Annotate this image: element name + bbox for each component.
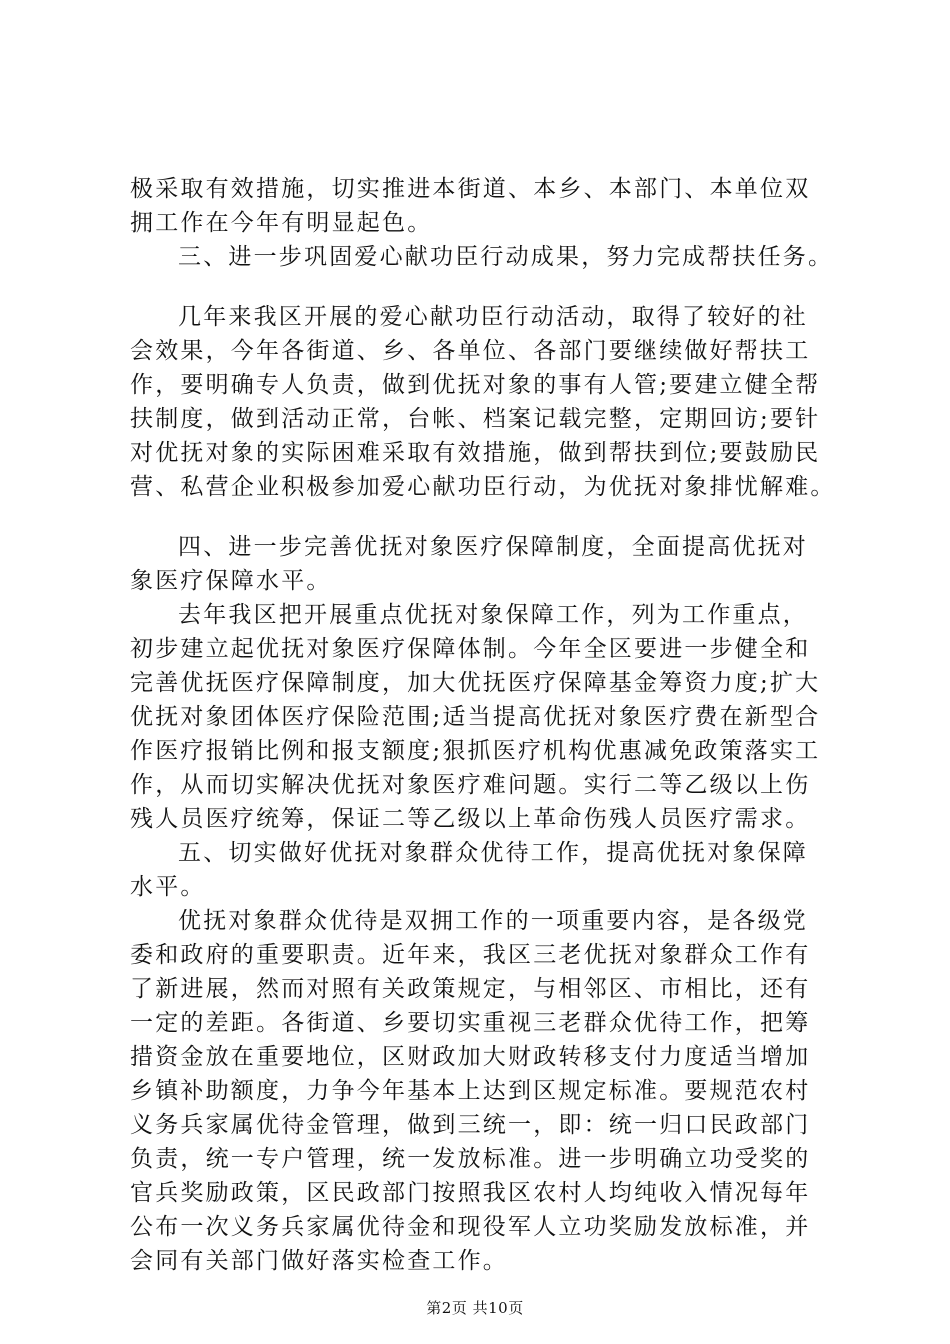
section-heading-continued: 水平。 — [130, 874, 206, 900]
text-line: 完善优抚医疗保障制度，加大优抚医疗保障基金筹资力度;扩大 — [130, 670, 821, 696]
text-line: 作，从而切实解决优抚对象医疗难问题。实行二等乙级以上伤 — [130, 772, 811, 798]
text-line: 几年来我区开展的爱心献功臣行动活动，取得了较好的社 — [178, 304, 808, 330]
text-line: 措资金放在重要地位，区财政加大财政转移支付力度适当增加 — [130, 1044, 811, 1070]
text-line: 扶制度，做到活动正常，台帐、档案记载完整，定期回访;要针 — [130, 406, 821, 432]
text-line: 作，要明确专人负责，做到优抚对象的事有人管;要建立健全帮 — [130, 372, 821, 398]
section-heading-continued: 象医疗保障水平。 — [130, 568, 332, 594]
text-line: 委和政府的重要职责。近年来，我区三老优抚对象群众工作有 — [130, 942, 811, 968]
text-line: 去年我区把开展重点优抚对象保障工作，列为工作重点， — [178, 602, 808, 628]
text-line: 初步建立起优抚对象医疗保障体制。今年全区要进一步健全和 — [130, 636, 811, 662]
text-line: 一定的差距。各街道、乡要切实重视三老群众优待工作，把筹 — [130, 1010, 811, 1036]
page-footer: 第2页 共10页 — [426, 1299, 524, 1317]
text-line: 了新进展，然而对照有关政策规定，与相邻区、市相比，还有 — [130, 976, 811, 1002]
text-line: 作医疗报销比例和报支额度;狠抓医疗机构优惠减免政策落实工 — [130, 738, 821, 764]
section-heading: 三、进一步巩固爱心献功臣行动成果，努力完成帮扶任务。 — [178, 244, 834, 270]
text-line: 会效果，今年各街道、乡、各单位、各部门要继续做好帮扶工 — [130, 338, 811, 364]
text-line: 残人员医疗统筹，保证二等乙级以上革命伤残人员医疗需求。 — [130, 806, 811, 832]
text-line: 优抚对象群众优待是双拥工作的一项重要内容，是各级党 — [178, 908, 808, 934]
section-heading: 五、切实做好优抚对象群众优待工作，提高优抚对象保障 — [178, 840, 808, 866]
text-line: 对优抚对象的实际困难采取有效措施，做到帮扶到位;要鼓励民 — [130, 440, 821, 466]
text-line: 优抚对象团体医疗保险范围;适当提高优抚对象医疗费在新型合 — [130, 704, 821, 730]
text-line: 公布一次义务兵家属优待金和现役军人立功奖励发放标准，并 — [130, 1214, 811, 1240]
text-line: 营、私营企业积极参加爱心献功臣行动，为优抚对象排忧解难。 — [130, 474, 836, 500]
text-line: 官兵奖励政策，区民政部门按照我区农村人均纯收入情况每年 — [130, 1180, 811, 1206]
text-line: 乡镇补助额度，力争今年基本上达到区规定标准。要规范农村 — [130, 1078, 811, 1104]
text-line: 拥工作在今年有明显起色。 — [130, 210, 433, 236]
section-heading: 四、进一步完善优抚对象医疗保障制度，全面提高优抚对 — [178, 534, 808, 560]
text-line: 会同有关部门做好落实检查工作。 — [130, 1248, 508, 1274]
text-line: 义务兵家属优待金管理，做到三统一，即：统一归口民政部门 — [130, 1112, 811, 1138]
text-line: 负责，统一专户管理，统一发放标准。进一步明确立功受奖的 — [130, 1146, 811, 1172]
text-line: 极采取有效措施，切实推进本街道、本乡、本部门、本单位双 — [130, 176, 811, 202]
